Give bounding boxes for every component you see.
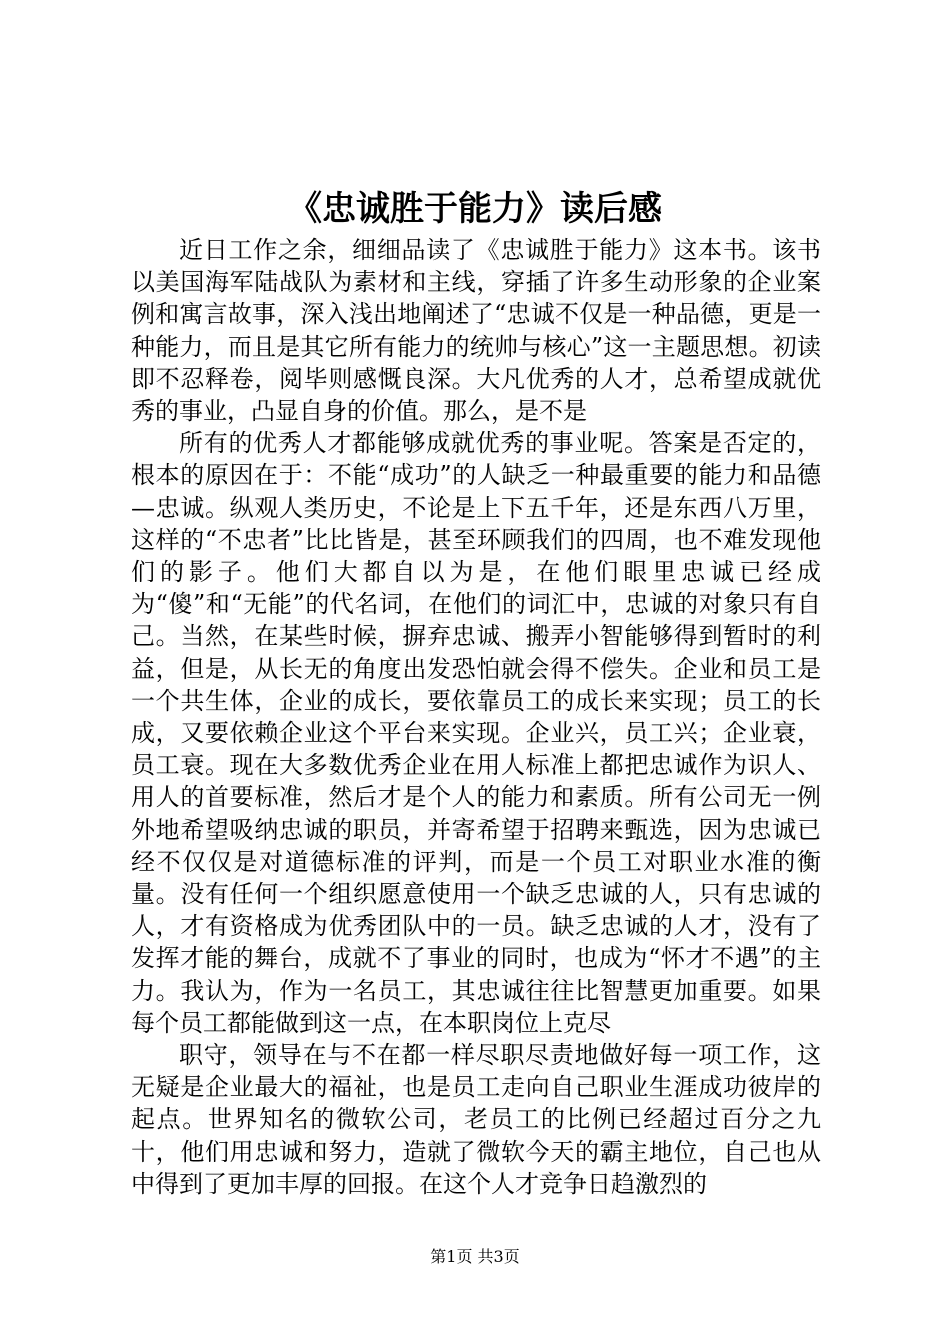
document-body xyxy=(131,234,821,1200)
paragraph-1: 近日工作之余，细细品读了《忠诚胜于能力》这本书。该书以美国海军陆战队为素材和主线，穿插了许多生动形象的企业案例和寓言故事，深入浅出地阐述了“忠诚不仅是一种品德，更是一种能力，而且是其它所有能力的统帅与核心”这一主题思想。初读即不忍释卷，阅毕则感慨良深。大凡优秀的人才，总希望成就优秀的事业，凸显自身的价值。那么，是不是 xyxy=(131,236,821,426)
paragraph-2: 所有的优秀人才都能够成就优秀的事业呢。答案是否定的，根本的原因在于：不能“成功”的人缺乏一种最重要的能力和品德—忠诚。纵观人类历史，不论是上下五千年，还是东西八万里，这样的“不忠者”比比皆是，甚至环顾我们的四周，也不难发现他们的影子。他们大都自以为是，在他们眼里忠诚已经成为“傻”和“无能”的代名词，在他们的词汇中，忠诚的对象只有自己。当然，在某些时候，摒弃忠诚、搬弄小智能够得到暂时的利益，但是，从长无的角度出发恐怕就会得不偿失。企业和员工是一个共生体，企业的成长，要依靠员工的成长来实现；员工的长成，又要依赖企业这个平台来实现。企业兴，员工兴；企业衰，员工衰。现在大多数优秀企业在用人标准上都把忠诚作为识人、用人的首要标准，然后才是个人的能力和素质。所有公司无一例外地希望吸纳忠诚的职员，并寄希望于招聘来甄选，因为忠诚已经不仅仅是对道德标准的评判，而是一个员工对职业水准的衡量。没有任何一个组织愿意使用一个缺乏忠诚的人，只有忠诚的人，才有资格成为优秀团队中的一员。缺乏忠诚的人才，没有了发挥才能的舞台，成就不了事业的同时，也成为“怀才不遇”的主力。我认为，作为一名员工，其忠诚往往比智慧更加重要。如果每个员工都能做到这一点，在本职岗位上克尽 xyxy=(131,429,821,1037)
document-title: 《忠诚胜于能力》读后感 xyxy=(288,189,662,229)
paragraph-3: 职守，领导在与不在都一样尽职尽责地做好每一项工作，这无疑是企业最大的福祉，也是员工走向自己职业生涯成功彼岸的起点。世界知名的微软公司，老员工的比例已经超过百分之九十，他们用忠诚和努力，造就了微软今天的霸主地位，自己也从中得到了更加丰厚的回报。在这个人才竞争日趋激烈的 xyxy=(131,1041,821,1198)
page-number-footer: 第1页 共3页 xyxy=(430,1247,520,1266)
